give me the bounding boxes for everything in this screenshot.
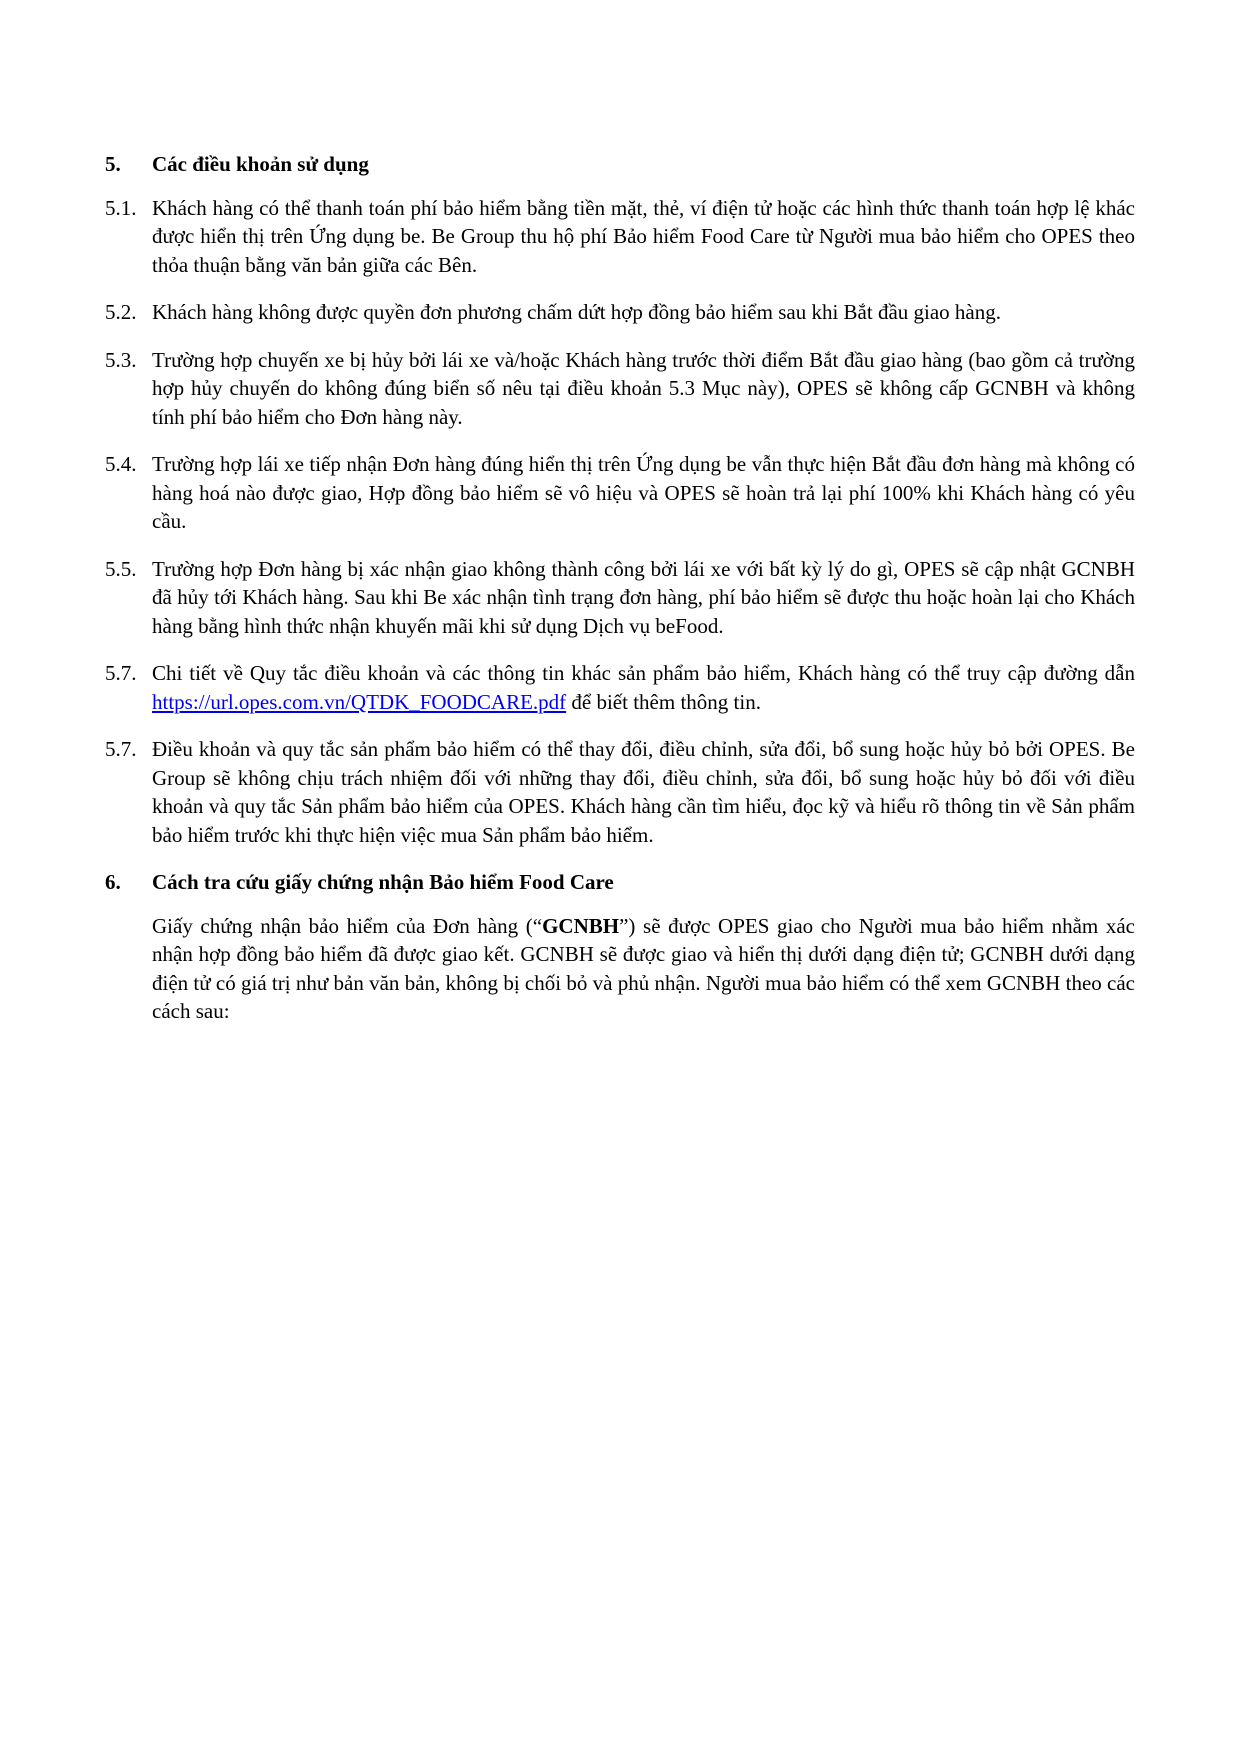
section-5-heading: [105, 150, 1135, 179]
gcnbh-bold: GCNBH: [542, 913, 620, 938]
item-5-7-terms-text: Điều khoản và quy tắc sản phẩm bảo hiểm có thể thay đổi, điều chỉnh, sửa đổi, bổ sung hoặc hủy bỏ bởi OPES. Be Group sẽ không chịu trách nhiệm đối với những thay đổi, điều chỉnh, sửa đổi, bổ sung hoặc hủy bỏ đối với điều khoản và quy tắc Sản phẩm bảo hiểm của OPES. Khách hàng cần tìm hiểu, đọc kỹ và hiểu rõ thông tin về Sản phẩm bảo hiểm trước khi thực hiện việc mua Sản phẩm bảo hiểm.: [152, 737, 1135, 847]
item-5-7-terms-number: 5.7.: [105, 737, 137, 761]
item-5-7-link-number: 5.7.: [105, 661, 137, 685]
item-5-4-text: Trường hợp lái xe tiếp nhận Đơn hàng đúng hiển thị trên Ứng dụng be vẫn thực hiện Bắt đầu đơn hàng mà không có hàng hoá nào được giao, Hợp đồng bảo hiểm sẽ vô hiệu và OPES sẽ hoàn trả lại phí 100% khi Khách hàng có yêu cầu.: [152, 452, 1135, 533]
item-5-3-text: Trường hợp chuyến xe bị hủy bởi lái xe và/hoặc Khách hàng trước thời điểm Bắt đầu giao hàng (bao gồm cả trường hợp hủy chuyến do không đúng biển số nêu tại điều khoản 5.3 Mục này), OPES sẽ không cấp GCNBH và không tính phí bảo hiểm cho Đơn hàng này.: [152, 347, 1135, 429]
item-5-1: [105, 194, 1135, 280]
item-5-7-link-text: [152, 659, 1135, 716]
item-5-1-number: 5.1.: [105, 195, 137, 220]
item-5-4-number: 5.4.: [105, 452, 137, 476]
item-5-1-text: Khách hàng có thể thanh toán phí bảo hiểm bằng tiền mặt, thẻ, ví điện tử hoặc các hình thức thanh toán hợp lệ khác được hiển thị trên Ứng dụng be. Be Group thu hộ phí Bảo hiểm Food Care từ Người mua bảo hiểm cho OPES theo thỏa thuận bằng văn bản giữa các Bên.: [152, 195, 1135, 277]
item-5-7-terms: [105, 735, 1135, 849]
foodcare-pdf-link[interactable]: https://url.opes.com.vn/QTDK_FOODCARE.pdf: [152, 689, 567, 714]
item-5-3-number: 5.3.: [105, 347, 137, 372]
item-5-5: [105, 555, 1135, 641]
body-text-after: ”) sẽ được OPES giao cho Người mua bảo hiểm nhằm xác nhận hợp đồng bảo hiểm đã được giao kết. GCNBH sẽ được giao và hiển thị dưới dạng điện tử; GCNBH dưới dạng điện tử có giá trị như bản văn bản, không bị chối bỏ và phủ nhận. Người mua bảo hiểm có thể xem GCNBH theo các cách sau:: [152, 913, 1135, 1023]
item-5-2-text: Khách hàng không được quyền đơn phương chấm dứt hợp đồng bảo hiểm sau khi Bắt đầu giao hàng.: [152, 300, 1001, 324]
item-5-7-link: [105, 659, 1135, 716]
item-5-5-number: 5.5.: [105, 556, 137, 581]
section-5-title: Các điều khoản sử dụng: [152, 152, 369, 176]
body-text-before: Giấy chứng nhận bảo hiểm của Đơn hàng (“: [152, 913, 543, 938]
section-6-title: Cách tra cứu giấy chứng nhận Bảo hiểm Food Care: [152, 870, 614, 894]
item-5-2-number: 5.2.: [105, 300, 137, 324]
item-5-3: [105, 346, 1135, 432]
item-5-4: [105, 450, 1135, 536]
item-5-2: [105, 298, 1135, 327]
link-text-before: Chi tiết về Quy tắc điều khoản và các thông tin khác sản phẩm bảo hiểm, Khách hàng có thể truy cập đường dẫn: [152, 661, 1135, 685]
section-6-number: 6.: [105, 870, 121, 894]
section-5-number: 5.: [105, 152, 121, 176]
link-text-after: để biết thêm thông tin.: [566, 689, 761, 714]
item-5-5-text: Trường hợp Đơn hàng bị xác nhận giao không thành công bởi lái xe với bất kỳ lý do gì, OPES sẽ cập nhật GCNBH đã hủy tới Khách hàng. Sau khi Be xác nhận tình trạng đơn hàng, phí bảo hiểm sẽ được thu hoặc hoàn lại cho Khách hàng bằng hình thức nhận khuyến mãi khi sử dụng Dịch vụ beFood.: [152, 556, 1135, 638]
section-6-body: [152, 912, 1135, 1026]
section-6-heading: [105, 868, 1135, 897]
